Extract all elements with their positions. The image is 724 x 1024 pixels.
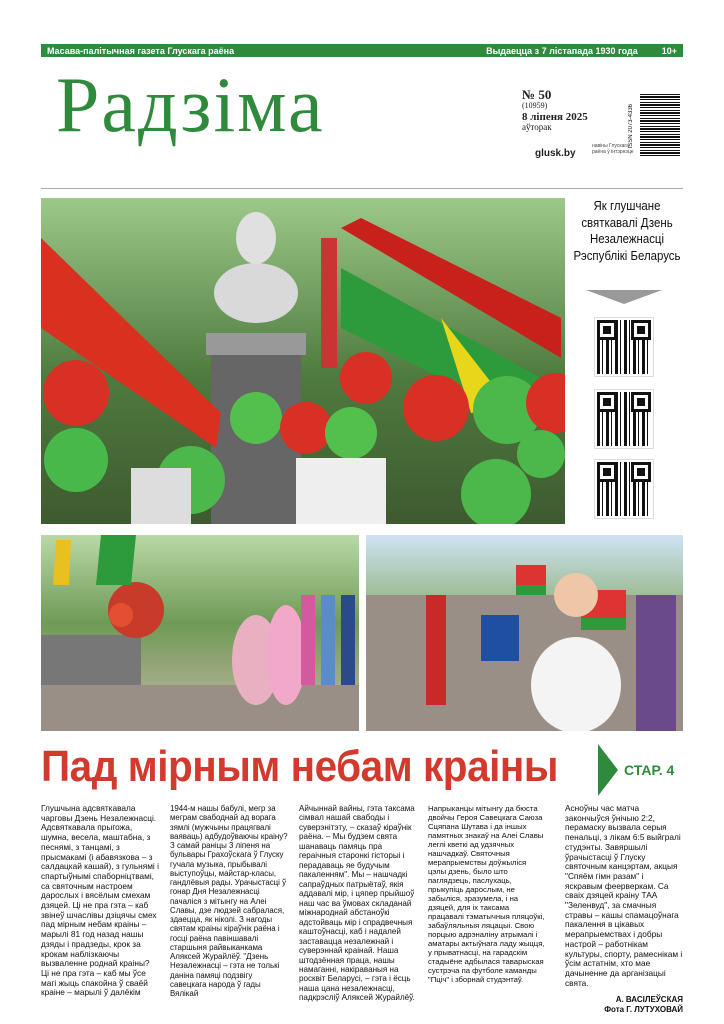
article-column-2 <box>170 804 288 998</box>
issue-date: 8 ліпеня 2025 <box>522 111 588 124</box>
article-text: 1944-м нашы бабулі, мегр за меграм свабоднай ад ворага зямлі (мужчыны працягвалі ваяваць) адбудоўваючы краіну? З самай раніцы 3 ліпеня на бульвары Грахоўскага ў Глуску гучала музыка, прыбывалі выступоўцы, майстар-класы, гандлёвыя рады. Урачыстасці ў гонар Дня Незалежнасці пачаліся з мітынгу на Алеі Славы, дзе людзей сабралася, здаецца, як ніколі. З нагоды святам краіны кіраўнік раёна і госці раёна павіншавалі старшыня райвыканкама Аляксей Журайлёў. "Дзень Незалежнасці – гэта не толькі даніна памяці подзвігу савецкага народа ў гады Вялікай <box>170 804 288 998</box>
article-column-4 <box>428 804 546 984</box>
crowd-photo-icon <box>366 535 683 731</box>
top-bar <box>41 44 683 57</box>
flowers-photo-icon <box>41 535 359 731</box>
article-text: Напрыканцы мітынгу да бюста двойчы Героя Савецкага Саюза Сцяпана Шутава і да іншых памятных знакаў на Алеі Славы леглі кветкі ад удзячных нашчадкаў. Святочныя мерапрыемствы доўжыліся цэлы дзень, было што паглядзець, паслухаць, прыкупіць дарослым, не забыліся, зразумела, і на дзяцей, для іх таксама працавалі тэматычныя пляцоўкі, забаўляльныя ляцацыі. Свою порцыю адрэналіну атрымалі і аматары актыўнага ладу жыцця, у прыватнасці, на гарадскім стадыёне адбылася таварыская сустрэча па футболе каманды "Пціч" і зборнай студэнтаў. <box>428 804 545 984</box>
main-photo <box>41 198 565 524</box>
issue-weekday: аўторак <box>522 122 552 133</box>
page-reference[interactable]: СТАР. 4 <box>624 762 675 778</box>
website-note: навіны Глускага раёна ў інтэрнэце <box>592 143 634 155</box>
article-column-3 <box>299 804 417 1003</box>
issue-info <box>522 88 588 133</box>
credits <box>565 995 683 1014</box>
newspaper-tagline: Масава-палітычная газета Глускага раёна <box>47 45 235 56</box>
article-column-5 <box>565 804 683 988</box>
arrow-right-icon <box>598 744 618 796</box>
qr-code-icon[interactable] <box>595 390 653 448</box>
website-link[interactable]: glusk.by <box>535 148 576 159</box>
headline: Пад мірным небам краіны <box>41 742 559 791</box>
article-text: Асноўны час матча закончыўся ўнічыю 2:2, перамаску вызвала серыя пенальці, з лікам 6:5 выйгралі студэнты. Завяршылі ўрачыстасці ў Глуску святочным канцэртам, акцыя "Спяём гімн разам" і яскравым феерверкам. Са сваіх дзяцей краіну ТАА "Зеленвуд", за смачныя стравы – кашы спамацоўнага пакалення в цікавых мерапрыемствах і добры настрой – работнікам культуры, спорту, рамеснікам і ўсім астатнім, хто мае дачыненне да арганізацыі свята. <box>565 803 683 988</box>
barcode-icon <box>640 94 680 158</box>
celebration-photo-icon <box>41 198 565 524</box>
article-text: Айчыннай вайны, гэта таксама сімвал нашай свабоды і суверэнітэту, – сказаў кіраўнік раёна. – Мы будзем свята шанаваць памяць пра гераічныя старонкі гісторыі і перадаваць яе будучым пакаленням". Мы – нашчадкі сапраўдных патрыётаў, якія аддавалі мір, і цяпер прыйшоў наш час ва ўмовах складанай міжнароднай абстаноўкі адстойваць мір і спрадвечныя каштоўнасці, каб і надалей заставацца незалежнай і суверэннай краінай. Наша штодзённая праца, нашы намаганні, накіраваныя на росквіт Беларусі, – гэта і ёсць наша цана незалежнасці, падкрэсліў Аляксей Журайлёў. <box>299 804 415 1003</box>
qr-code-icon[interactable] <box>595 460 653 518</box>
issue-total: (10959) <box>522 101 548 111</box>
article-text: Глушчына адсвяткавала чарговы Дзень Незалежнасці. Адсвяткавала прыгожа, шумна, весела, маштабна, з песнямі, з танцамі, з прысмакамі (і абавязкова – з салдацкай кашай), з гульнямі і спартыўнымі спаборніцтвамі, са святочным настроем дарослых і вясёлым смехам дзяцей. Ці не пра гэта – каб звінеў шчаслівы дзіцячы смех пад мірным небам краіны – марылі 81 год назад нашы дзяды і прадзеды, крок за крокам наблізкаючы вызваленне роднай краіны? Ці не пра гэта – каб мы ўсе магі жыць спакойна ў сваёй краіне – марылі ў далёкім <box>41 803 159 998</box>
masthead-title: Радзіма <box>56 61 325 148</box>
issue-number: № 50 <box>522 87 552 102</box>
article-column-1 <box>41 804 159 998</box>
founded-line: Выдаецца з 7 лістапада 1930 года <box>486 45 638 56</box>
down-arrow-icon <box>586 290 662 304</box>
side-title: Як глушчане святкавалі Дзень Незалежнасці Рэспублікі Беларусь <box>573 198 681 263</box>
header-divider <box>41 188 683 189</box>
issn-label: ISSN 2073-4336 <box>628 104 634 149</box>
author-name: А. ВАСІЛЕЎСКАЯ <box>615 995 683 1004</box>
photo-credit: Фота Г. ЛУТУХОВАЙ <box>604 1004 683 1014</box>
wreath-laying-photo <box>41 535 359 731</box>
barcode <box>628 94 680 172</box>
qr-code-icon[interactable] <box>595 318 653 376</box>
age-badge: 10+ <box>661 45 677 56</box>
crowd-photo <box>366 535 683 731</box>
